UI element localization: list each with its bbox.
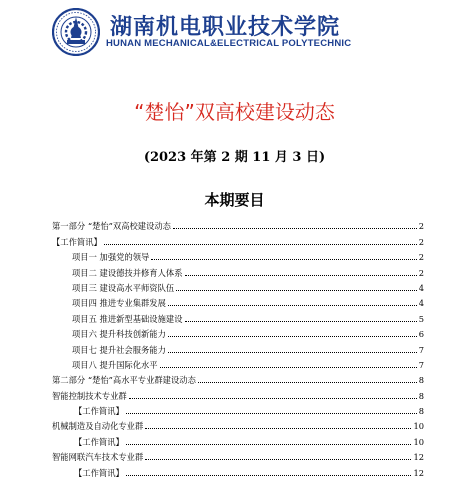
toc-leader-dots — [126, 444, 412, 445]
toc-leader-dots — [126, 475, 412, 476]
toc-page-number: 12 — [413, 467, 424, 478]
toc-leader-dots — [129, 398, 417, 399]
school-name-en: HUNAN MECHANICAL&ELECTRICAL POLYTECHNIC — [106, 38, 352, 49]
toc-page-number: 8 — [418, 375, 424, 386]
toc-entry-text: 项目五 推进新型基础设施建设 — [72, 313, 183, 324]
toc-leader-dots — [185, 275, 417, 276]
toc-entry-text: 项目六 提升科技创新能力 — [72, 329, 166, 340]
toc-leader-dots — [168, 352, 417, 353]
toc-entry[interactable] — [52, 355, 424, 370]
school-name-cn: 湖南机电职业技术学院 — [110, 14, 341, 40]
toc-page-number: 2 — [418, 252, 424, 263]
header — [0, 0, 469, 62]
toc-entry[interactable] — [52, 262, 424, 277]
toc-entry[interactable] — [52, 247, 424, 262]
toc-entry-text: 智能控制技术专业群 — [52, 390, 127, 401]
toc-page-number: 8 — [418, 390, 424, 401]
toc-entry[interactable] — [52, 324, 424, 339]
toc-leader-dots — [168, 336, 417, 337]
toc-entry-text: 第一部分 “楚怡”双高校建设动态 — [52, 221, 171, 232]
toc-entry-text: 【工作简讯】 — [74, 436, 124, 447]
toc-entry[interactable] — [52, 385, 424, 400]
toc-leader-dots — [168, 305, 417, 306]
toc-entry-text: 项目八 提升国际化水平 — [72, 359, 158, 370]
toc-leader-dots — [126, 413, 417, 414]
toc-entry[interactable] — [52, 462, 424, 477]
toc-leader-dots — [145, 428, 411, 429]
toc-entry-text: 【工作简讯】 — [52, 236, 102, 247]
toc-heading: 本期要目 — [204, 191, 265, 209]
toc-leader-dots — [160, 367, 417, 368]
toc-page-number: 10 — [413, 421, 424, 432]
toc-page-number: 5 — [418, 313, 424, 324]
toc-leader-dots — [104, 244, 417, 245]
toc-page-number: 6 — [418, 329, 424, 340]
toc-page-number: 8 — [418, 406, 424, 417]
toc-entry-text: 【工作简讯】 — [74, 467, 124, 478]
toc-page-number: 2 — [418, 267, 424, 278]
toc-page-number: 10 — [413, 436, 424, 447]
toc-entry-text: 项目三 建设高水平师资队伍 — [72, 282, 175, 293]
toc-page-number: 7 — [418, 344, 424, 355]
toc-entry-text: 第二部分 “楚怡”高水平专业群建设动态 — [52, 375, 196, 386]
toc-page-number: 12 — [413, 452, 424, 463]
toc-leader-dots — [173, 228, 417, 229]
toc-entry-text: 项目七 提升社会服务能力 — [72, 344, 166, 355]
toc-page-number: 2 — [418, 221, 424, 232]
toc-entry[interactable] — [52, 308, 424, 323]
toc-leader-dots — [185, 321, 417, 322]
toc-entry[interactable] — [52, 401, 424, 416]
toc-entry-text: 【工作简讯】 — [74, 406, 124, 417]
toc-entry[interactable] — [52, 293, 424, 308]
toc-entry-text: 项目一 加强党的领导 — [72, 252, 150, 263]
toc-leader-dots — [198, 382, 417, 383]
toc-entry-text: 项目四 推进专业集群发展 — [72, 298, 166, 309]
toc-entry-text: 智能网联汽车技术专业群 — [52, 452, 144, 463]
toc-entry-text: 项目二 建设德技并修育人体系 — [72, 267, 183, 278]
toc-entry[interactable] — [52, 370, 424, 385]
toc-entry[interactable] — [52, 416, 424, 431]
toc-entry[interactable] — [52, 447, 424, 462]
toc-entry[interactable] — [52, 278, 424, 293]
issue-info: (2023 年第 2 期 11 月 3 日) — [143, 150, 326, 165]
toc-page-number: 2 — [418, 236, 424, 247]
table-of-contents — [52, 216, 424, 478]
school-emblem-icon — [52, 8, 100, 56]
toc-leader-dots — [145, 459, 411, 460]
newsletter-title: “楚怡”双高校建设动态 — [134, 100, 335, 124]
toc-leader-dots — [151, 259, 416, 260]
toc-page-number: 4 — [418, 282, 424, 293]
toc-entry-text: 机械制造及自动化专业群 — [52, 421, 144, 432]
toc-leader-dots — [176, 290, 417, 291]
toc-entry[interactable] — [52, 216, 424, 231]
toc-entry[interactable] — [52, 231, 424, 246]
toc-page-number: 7 — [418, 359, 424, 370]
toc-page-number: 4 — [418, 298, 424, 309]
toc-entry[interactable] — [52, 431, 424, 446]
toc-entry[interactable] — [52, 339, 424, 354]
